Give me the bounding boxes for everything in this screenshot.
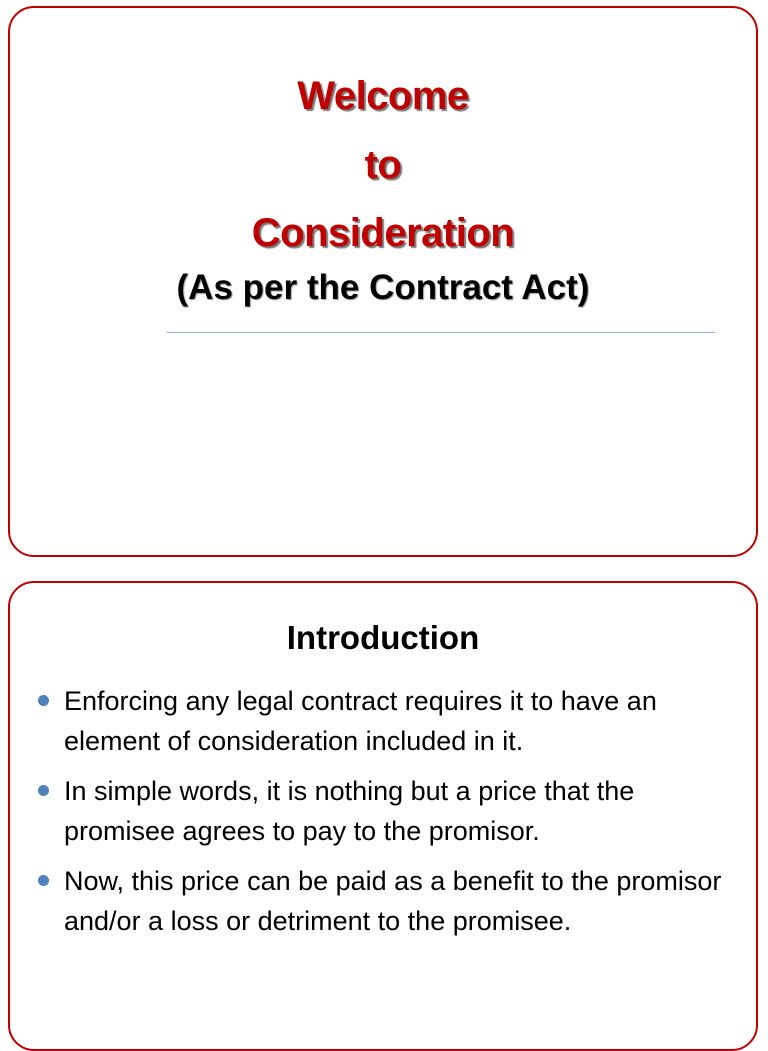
title-line-welcome: Welcome bbox=[297, 74, 469, 118]
bullet-dot-icon bbox=[38, 785, 49, 796]
title-line-consideration: Consideration bbox=[251, 211, 515, 255]
bullet-item bbox=[34, 861, 746, 941]
bullet-text: Enforcing any legal contract requires it to have an element of consideration included in it. bbox=[64, 686, 657, 756]
bullet-dot-icon bbox=[38, 875, 49, 886]
title-divider bbox=[167, 332, 715, 333]
introduction-slide bbox=[8, 581, 758, 1051]
slide-subtitle: (As per the Contract Act) bbox=[176, 268, 590, 307]
title-line-to: to bbox=[364, 143, 402, 187]
bullet-item bbox=[34, 771, 746, 851]
bullet-text: Now, this price can be paid as a benefit to the promisor and/or a loss or detriment to the promisee. bbox=[64, 866, 722, 936]
title-slide bbox=[8, 6, 758, 557]
introduction-heading: Introduction bbox=[286, 619, 480, 656]
bullet-list bbox=[34, 681, 746, 951]
bullet-text: In simple words, it is nothing but a price that the promisee agrees to pay to the promisor. bbox=[64, 776, 635, 846]
bullet-dot-icon bbox=[38, 695, 49, 706]
bullet-item bbox=[34, 681, 746, 761]
